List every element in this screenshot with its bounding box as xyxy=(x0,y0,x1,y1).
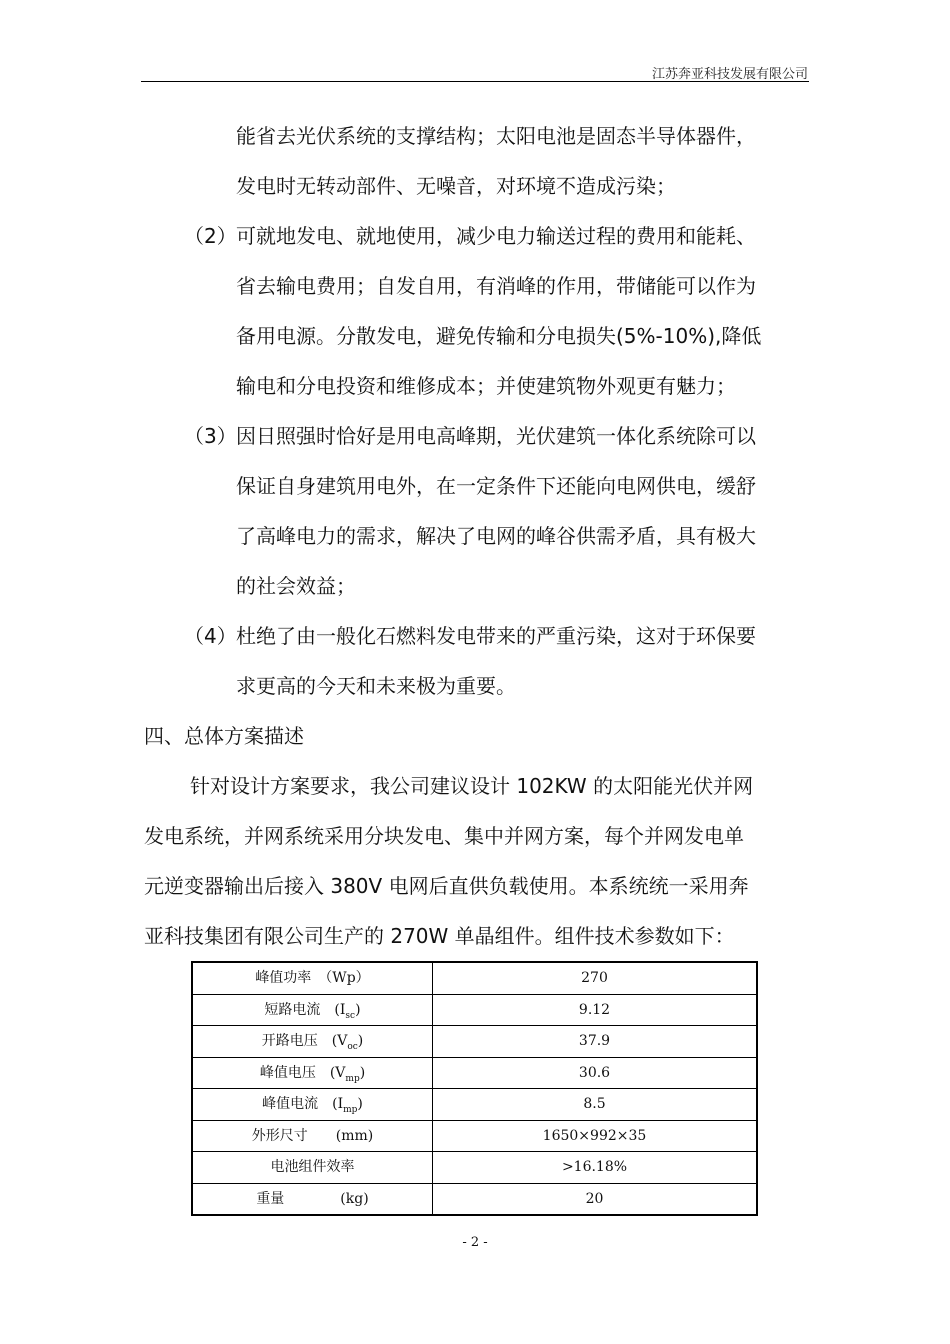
text-line: 备用电源。分散发电，避免传输和分电损失(5%-10%),降低 xyxy=(236,324,762,348)
spec-label: 短路电流 $(I_{sc})$ xyxy=(192,994,433,1026)
table-row xyxy=(192,1152,757,1184)
section-heading: 四、总体方案描述 xyxy=(144,724,304,748)
text-line: 了高峰电力的需求，解决了电网的峰谷供需矛盾，具有极大 xyxy=(236,524,756,548)
text-line: 求更高的今天和未来极为重要。 xyxy=(236,674,516,698)
text-line: 可就地发电、就地使用，减少电力输送过程的费用和能耗、 xyxy=(236,224,756,248)
text-line: 保证自身建筑用电外，在一定条件下还能向电网供电，缓舒 xyxy=(236,474,756,498)
table-row xyxy=(192,1089,757,1121)
list-item-4 xyxy=(184,622,756,650)
list-number: （3） xyxy=(184,424,237,448)
list-number: （2） xyxy=(184,224,237,248)
text-line: 能省去光伏系统的支撑结构；太阳电池是固态半导体器件， xyxy=(236,124,756,148)
text-line: 的社会效益； xyxy=(236,574,356,598)
spec-label: 开路电压 $(V_{oc})$ xyxy=(192,1026,433,1058)
text-line: 省去输电费用；自发自用，有消峰的作用，带储能可以作为 xyxy=(236,274,756,298)
list-item-2 xyxy=(184,222,756,250)
text-line: 杜绝了由一般化石燃料发电带来的严重污染，这对于环保要 xyxy=(236,624,756,648)
text-line: 针对设计方案要求，我公司建议设计 102KW 的太阳能光伏并网 xyxy=(190,774,754,798)
spec-label: 峰值电压 $(V_{mp})$ xyxy=(192,1057,433,1089)
spec-value: 20 xyxy=(433,1183,758,1215)
spec-value: 8.5 xyxy=(433,1089,758,1121)
text-line: 因日照强时恰好是用电高峰期，光伏建筑一体化系统除可以 xyxy=(236,424,756,448)
spec-label: 峰值电流 $(I_{mp})$ xyxy=(192,1089,433,1121)
spec-value: 37.9 xyxy=(433,1026,758,1058)
text-line: 发电系统，并网系统采用分块发电、集中并网方案，每个并网发电单 xyxy=(144,824,744,848)
table-row xyxy=(192,1120,757,1152)
table-row xyxy=(192,1183,757,1215)
table-row xyxy=(192,962,757,994)
table-row xyxy=(192,1026,757,1058)
spec-label: 外形尺寸 (mm) xyxy=(192,1120,433,1152)
spec-value: 1650×992×35 xyxy=(433,1120,758,1152)
list-number: （4） xyxy=(184,624,237,648)
table-row xyxy=(192,1057,757,1089)
spec-value: >16.18% xyxy=(433,1152,758,1184)
header-company-name: 江苏奔亚科技发展有限公司 xyxy=(651,67,808,82)
spec-label: 重量 (kg) xyxy=(192,1183,433,1215)
header-rule xyxy=(141,81,809,82)
list-item-3 xyxy=(184,422,756,450)
spec-value: 9.12 xyxy=(433,994,758,1026)
text-line: 元逆变器输出后接入 380V 电网后直供负载使用。本系统统一采用奔 xyxy=(144,874,749,898)
spec-label: 电池组件效率 xyxy=(192,1152,433,1184)
text-line: 输电和分电投资和维修成本；并使建筑物外观更有魅力； xyxy=(236,374,736,398)
spec-value: 270 xyxy=(433,962,758,994)
module-spec-table xyxy=(191,961,758,1216)
spec-label: 峰值功率 （Wp） xyxy=(192,962,433,994)
text-line: 亚科技集团有限公司生产的 270W 单晶组件。组件技术参数如下： xyxy=(144,924,735,948)
spec-value: 30.6 xyxy=(433,1057,758,1089)
table-row xyxy=(192,994,757,1026)
text-line: 发电时无转动部件、无噪音，对环境不造成污染； xyxy=(236,174,676,198)
page-number: - 2 - xyxy=(462,1235,488,1250)
